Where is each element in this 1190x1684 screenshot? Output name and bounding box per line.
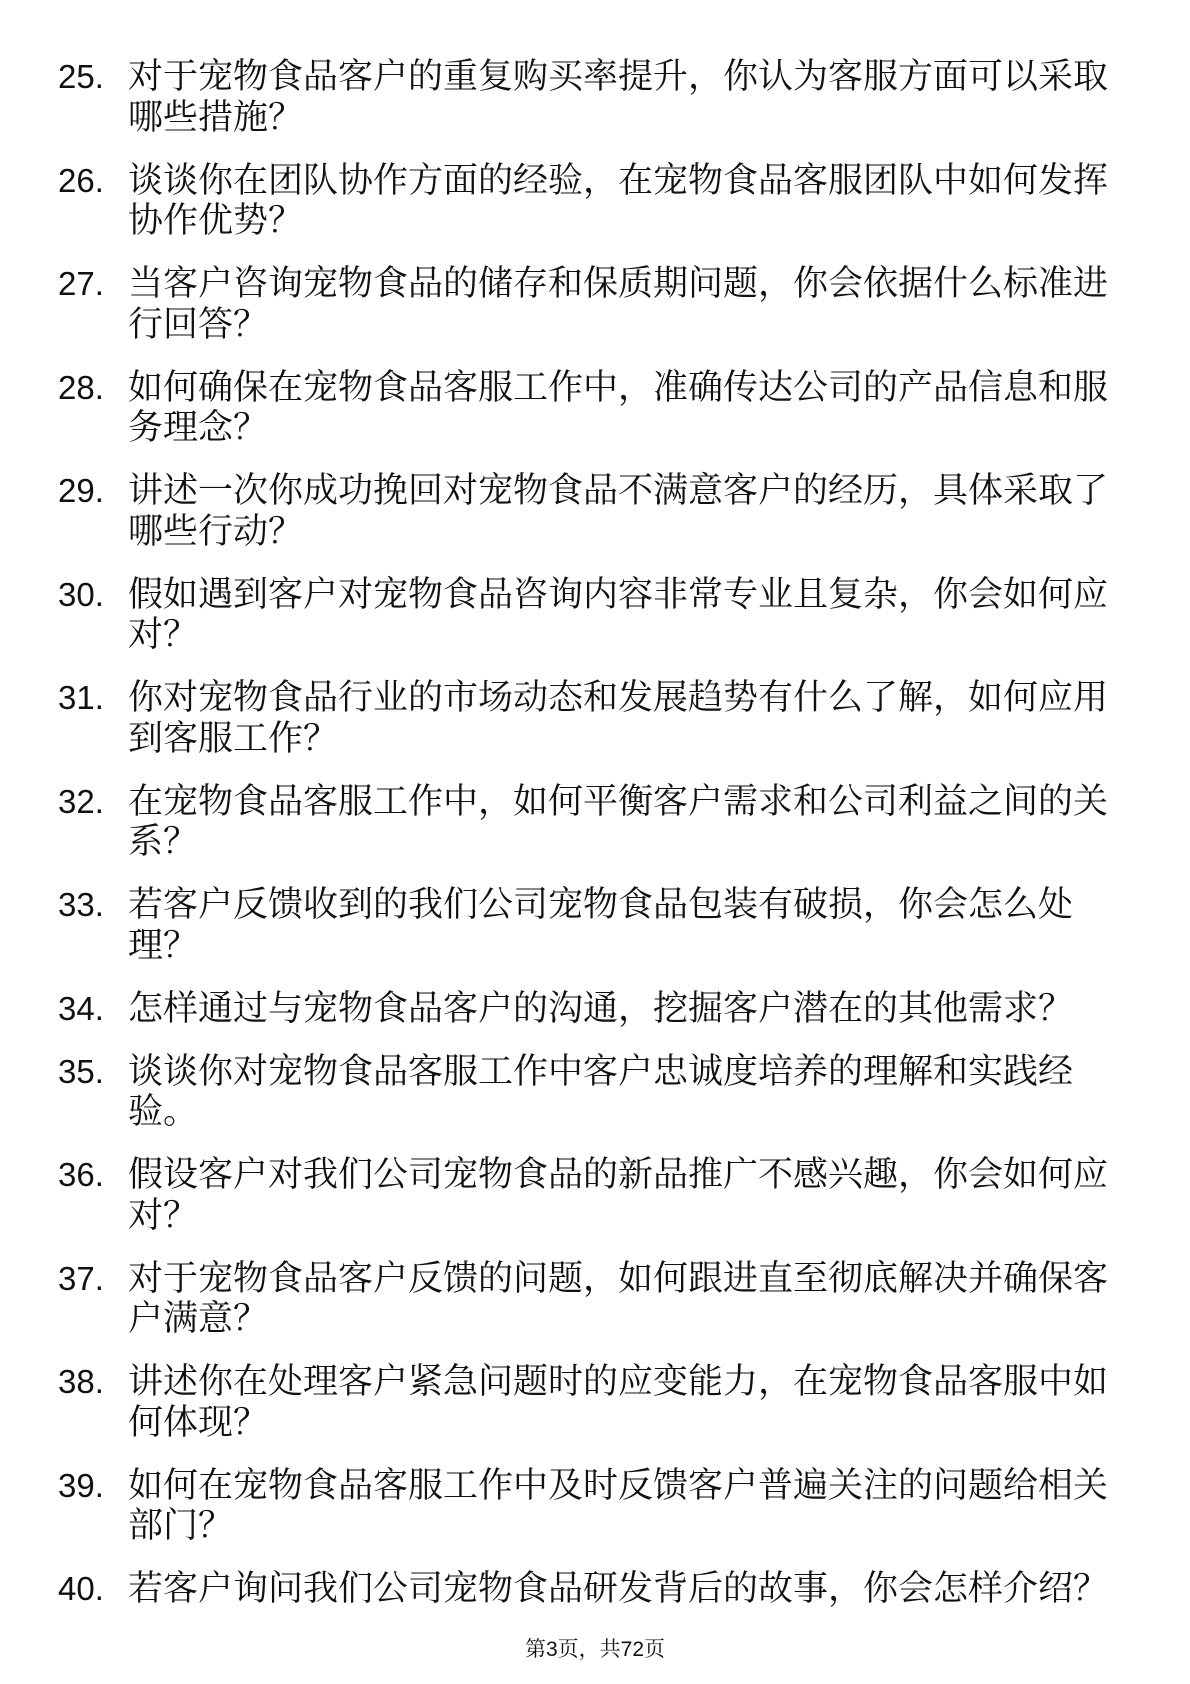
question-item [58,1052,1120,1133]
question-number: 30. [58,575,104,613]
question-item [58,57,1120,138]
question-text: 怎样通过与宠物食品客户的沟通，挖掘客户潜在的其他需求？ [128,988,1074,1028]
question-list [58,57,1120,1632]
question-number: 38. [58,1363,104,1400]
question-number: 40. [58,1570,104,1607]
question-text: 如何在宠物食品客服工作中及时反馈客户普遍关注的问题给相关部门？ [128,1465,1109,1545]
question-item [58,575,1120,656]
question-item [58,161,1120,242]
question-item [58,471,1120,552]
question-number: 27. [58,265,104,302]
question-number: 26. [58,161,104,199]
question-number: 33. [58,886,104,923]
question-text: 谈谈你对宠物食品客服工作中客户忠诚度培养的理解和实践经验。 [128,1051,1074,1131]
question-text: 你对宠物食品行业的市场动态和发展趋势有什么了解，如何应用到客服工作？ [128,678,1109,758]
question-number: 25. [58,58,104,95]
question-number: 34. [58,989,104,1027]
question-item [58,782,1120,863]
question-text: 当客户咨询宠物食品的储存和保质期问题，你会依据什么标准进行回答？ [128,264,1109,344]
question-item [58,678,1120,759]
question-item [58,1466,1120,1547]
question-number: 35. [58,1052,104,1090]
question-item [58,1569,1120,1610]
question-number: 32. [58,782,104,820]
page-footer [0,1636,1190,1664]
question-text: 对于宠物食品客户反馈的问题，如何跟进直至彻底解决并确保客户满意？ [128,1258,1109,1338]
question-text: 讲述一次你成功挽回对宠物食品不满意客户的经历，具体采取了哪些行动？ [128,471,1109,551]
question-text: 若客户反馈收到的我们公司宠物食品包装有破损，你会怎么处理？ [128,885,1074,965]
question-text: 假设客户对我们公司宠物食品的新品推广不感兴趣，你会如何应对？ [128,1155,1109,1235]
page-number-label: 第3页，共72页 [524,1638,666,1661]
question-item [58,1155,1120,1236]
question-item [58,1362,1120,1443]
question-number: 37. [58,1259,104,1297]
question-number: 31. [58,679,104,716]
question-text: 谈谈你在团队协作方面的经验，在宠物食品客服团队中如何发挥协作优势？ [128,160,1109,240]
question-text: 若客户询问我们公司宠物食品研发背后的故事，你会怎样介绍？ [128,1569,1109,1608]
question-item [58,1259,1120,1340]
question-text: 对于宠物食品客户的重复购买率提升，你认为客服方面可以采取哪些措施？ [128,57,1109,137]
question-number: 28. [58,368,104,406]
question-text: 讲述你在处理客户紧急问题时的应变能力，在宠物食品客服中如何体现？ [128,1362,1109,1442]
question-item [58,885,1120,966]
question-item [58,989,1120,1030]
question-text: 在宠物食品客服工作中，如何平衡客户需求和公司利益之间的关系？ [128,781,1109,861]
question-number: 36. [58,1156,104,1193]
question-text: 假如遇到客户对宠物食品咨询内容非常专业且复杂，你会如何应对？ [128,574,1109,654]
question-text: 如何确保在宠物食品客服工作中，准确传达公司的产品信息和服务理念？ [128,367,1109,447]
question-item [58,368,1120,449]
question-number: 39. [58,1466,104,1504]
question-number: 29. [58,472,104,509]
question-item [58,264,1120,345]
